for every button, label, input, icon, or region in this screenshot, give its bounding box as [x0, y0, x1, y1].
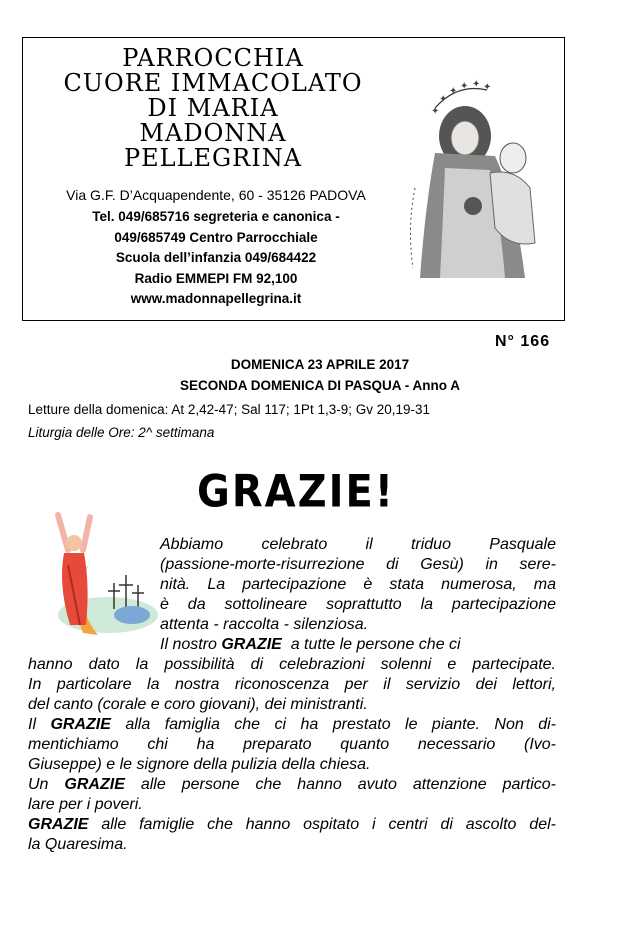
text-run: Un — [28, 776, 65, 793]
intro-line: Abbiamo celebrato il triduo Pasquale — [160, 536, 556, 553]
paragraph-line: lare per i poveri. — [28, 796, 143, 813]
parish-address: Via G.F. D’Acquapendente, 60 - 35126 PADOVA — [66, 187, 366, 203]
parish-name-line: CUORE IMMACOLATO — [63, 69, 363, 97]
parish-name-line: PELLEGRINA — [123, 144, 303, 172]
paragraph-line: hanno dato la possibilità di celebrazioni solenni e partecipate. — [28, 656, 556, 673]
grazie-emphasis: GRAZIE — [50, 716, 111, 733]
thanks-paragraph-4 — [28, 815, 556, 855]
paragraph-line: del canto (corale e coro giovani), dei ministranti. — [28, 696, 368, 713]
issue-number: N° 166 — [495, 333, 551, 350]
intro-paragraph — [160, 535, 556, 635]
text-run: Il — [28, 716, 51, 733]
intro-line: (passione-morte-risurrezione di Gesù) in sere- — [160, 556, 556, 573]
paragraph-line: Giuseppe) e le signore della pulizia della chiesa. — [28, 756, 371, 773]
thanks-paragraph-2 — [28, 715, 556, 775]
liturgical-sunday: SECONDA DOMENICA DI PASQUA - Anno A — [180, 378, 460, 393]
svg-text:✦: ✦ — [431, 106, 440, 117]
text-run: a tutte le persone che ci — [281, 636, 461, 653]
article-body — [28, 535, 556, 855]
grazie-emphasis: GRAZIE — [28, 816, 89, 833]
contact-radio: Radio EMMEPI FM 92,100 — [134, 270, 298, 286]
text-run: alle persone che hanno avuto attenzione partico- — [124, 776, 556, 793]
text-run: alle famiglie che hanno ospitato i centri di ascolto del- — [88, 816, 556, 833]
contact-website[interactable]: www.madonnapellegrina.it — [130, 291, 302, 306]
svg-text:✦: ✦ — [483, 82, 492, 93]
parish-name-line: PARROCCHIA — [122, 44, 304, 72]
parish-name — [23, 46, 403, 171]
thanks-paragraph-3 — [28, 775, 556, 815]
parish-contacts — [31, 207, 401, 310]
intro-line: nità. La partecipazione è stata numerosa, ma — [160, 576, 556, 593]
grazie-emphasis: GRAZIE — [221, 636, 282, 653]
parish-name-line: MADONNA — [139, 119, 287, 147]
liturgy-of-hours: Liturgia delle Ore: 2^ settimana — [28, 425, 215, 440]
contact-school: Scuola dell’infanzia 049/684422 — [115, 250, 317, 265]
svg-text:✦: ✦ — [460, 81, 469, 92]
svg-text:✦: ✦ — [449, 86, 458, 97]
svg-text:✦: ✦ — [439, 94, 448, 105]
grazie-emphasis: GRAZIE — [64, 776, 125, 793]
paragraph-line: mentichiamo chi ha preparato quanto necessario (Ivo- — [28, 736, 556, 753]
paragraph-line: la Quaresima. — [28, 836, 128, 853]
intro-line: attenta - raccolta - silenziosa. — [160, 616, 369, 633]
parish-header — [22, 37, 565, 321]
svg-text:✦: ✦ — [472, 79, 481, 90]
article-title: GRAZIE! — [197, 466, 396, 518]
sunday-readings: Letture della domenica: At 2,42-47; Sal 117; 1Pt 1,3-9; Gv 20,19-31 — [28, 402, 431, 417]
text-run: alla famiglia che ci ha prestato le piante. Non di- — [110, 716, 556, 733]
parish-name-line: DI MARIA — [147, 94, 279, 122]
thanks-paragraph-1 — [28, 635, 556, 715]
text-run: Il nostro — [160, 636, 222, 653]
paragraph-line: In particolare la nostra riconoscenza per il servizio dei lettori, — [28, 676, 556, 693]
madonna-pellegrina-statue-image — [395, 78, 561, 278]
intro-line: è da sottolineare soprattutto la partecipazione — [160, 596, 556, 613]
contact-phone: Tel. 049/685716 segreteria e canonica - — [92, 209, 340, 224]
contact-center: 049/685749 Centro Parrocchiale — [114, 229, 318, 245]
sunday-date: DOMENICA 23 APRILE 2017 — [230, 357, 410, 372]
